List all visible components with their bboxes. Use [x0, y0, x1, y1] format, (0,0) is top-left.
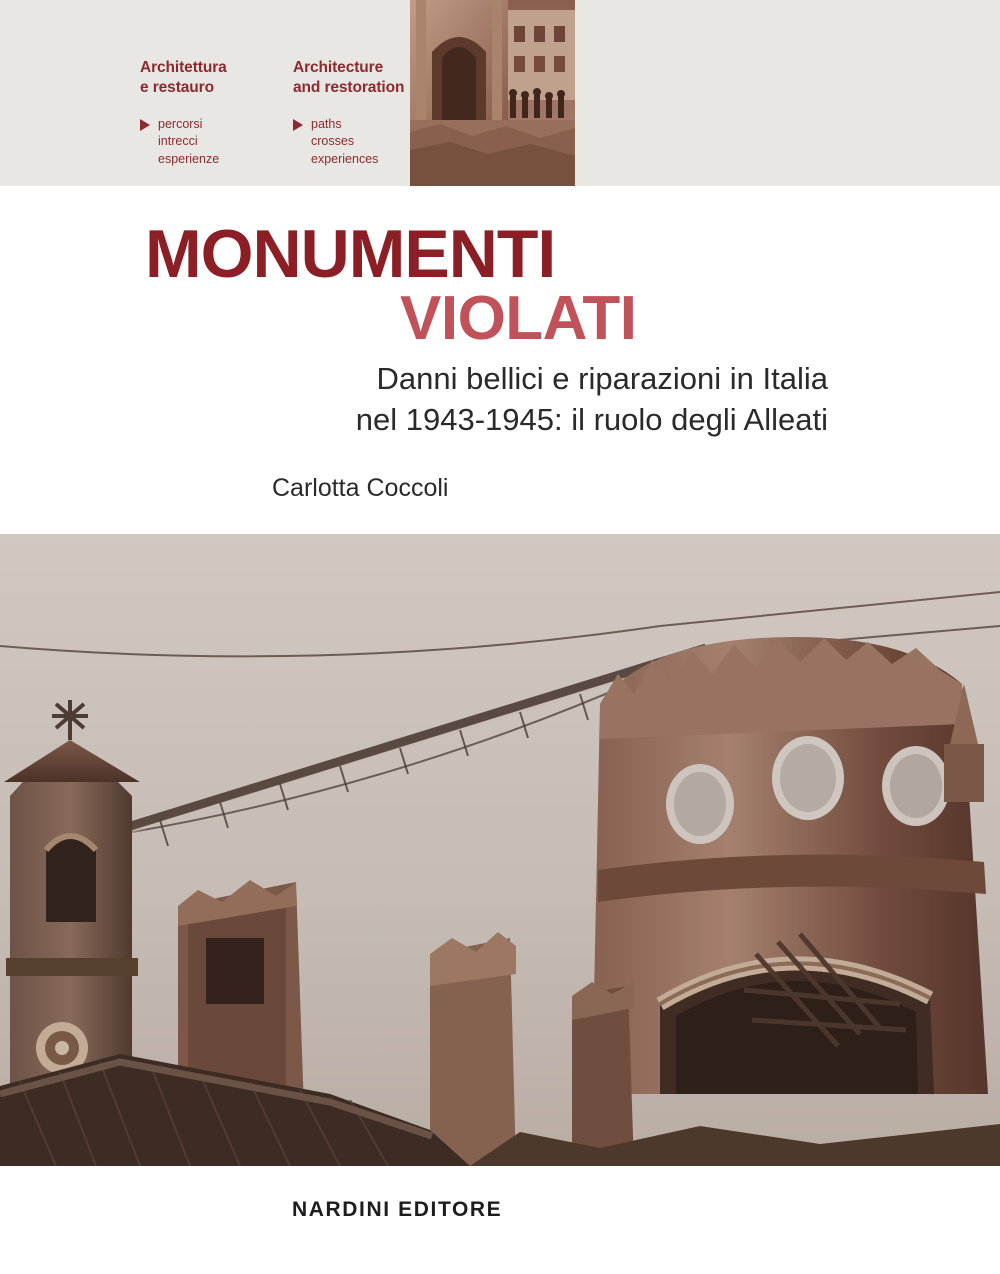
series-sub-english-line2: crosses: [311, 134, 355, 149]
title-block: [0, 186, 1000, 534]
series-labels: [140, 58, 410, 169]
publisher-logo: NARDINI EDITORE: [292, 1198, 503, 1221]
series-sub-english-line3: experiences: [311, 152, 379, 167]
series-title-italian: [140, 58, 257, 98]
series-italian: [140, 58, 257, 169]
triangle-bullet-icon: [293, 119, 303, 131]
series-title-italian-line2: e restauro: [140, 78, 214, 96]
triangle-bullet-icon: [140, 119, 150, 131]
subtitle-line-1: Danni bellici e riparazioni in Italia: [376, 361, 828, 396]
publisher-band: [0, 1166, 1000, 1274]
series-sub-italian-line2: intrecci: [158, 134, 198, 149]
series-title-italian-line1: Architettura: [140, 59, 227, 76]
page-title-secondary: VIOLATI: [400, 284, 637, 353]
series-sub-italian-line3: esperienze: [158, 152, 220, 167]
subtitle: [208, 358, 828, 440]
series-band: [0, 0, 1000, 186]
series-sub-italian: [140, 116, 257, 169]
series-sub-english-line1: paths: [311, 116, 342, 131]
series-english: [293, 58, 410, 169]
series-title-english-line1: Architecture: [293, 59, 384, 76]
series-sub-italian-line1: percorsi: [158, 116, 203, 131]
cover-photo: [0, 534, 1000, 1166]
author-name: Carlotta Coccoli: [272, 474, 449, 502]
subtitle-line-2: nel 1943-1945: il ruolo degli Alleati: [355, 402, 828, 438]
series-sub-english: [293, 116, 410, 169]
series-title-english: [293, 58, 410, 98]
page-title: MONUMENTI: [145, 216, 556, 292]
series-title-english-line2: and restoration: [293, 78, 405, 96]
series-photo: [410, 0, 575, 186]
